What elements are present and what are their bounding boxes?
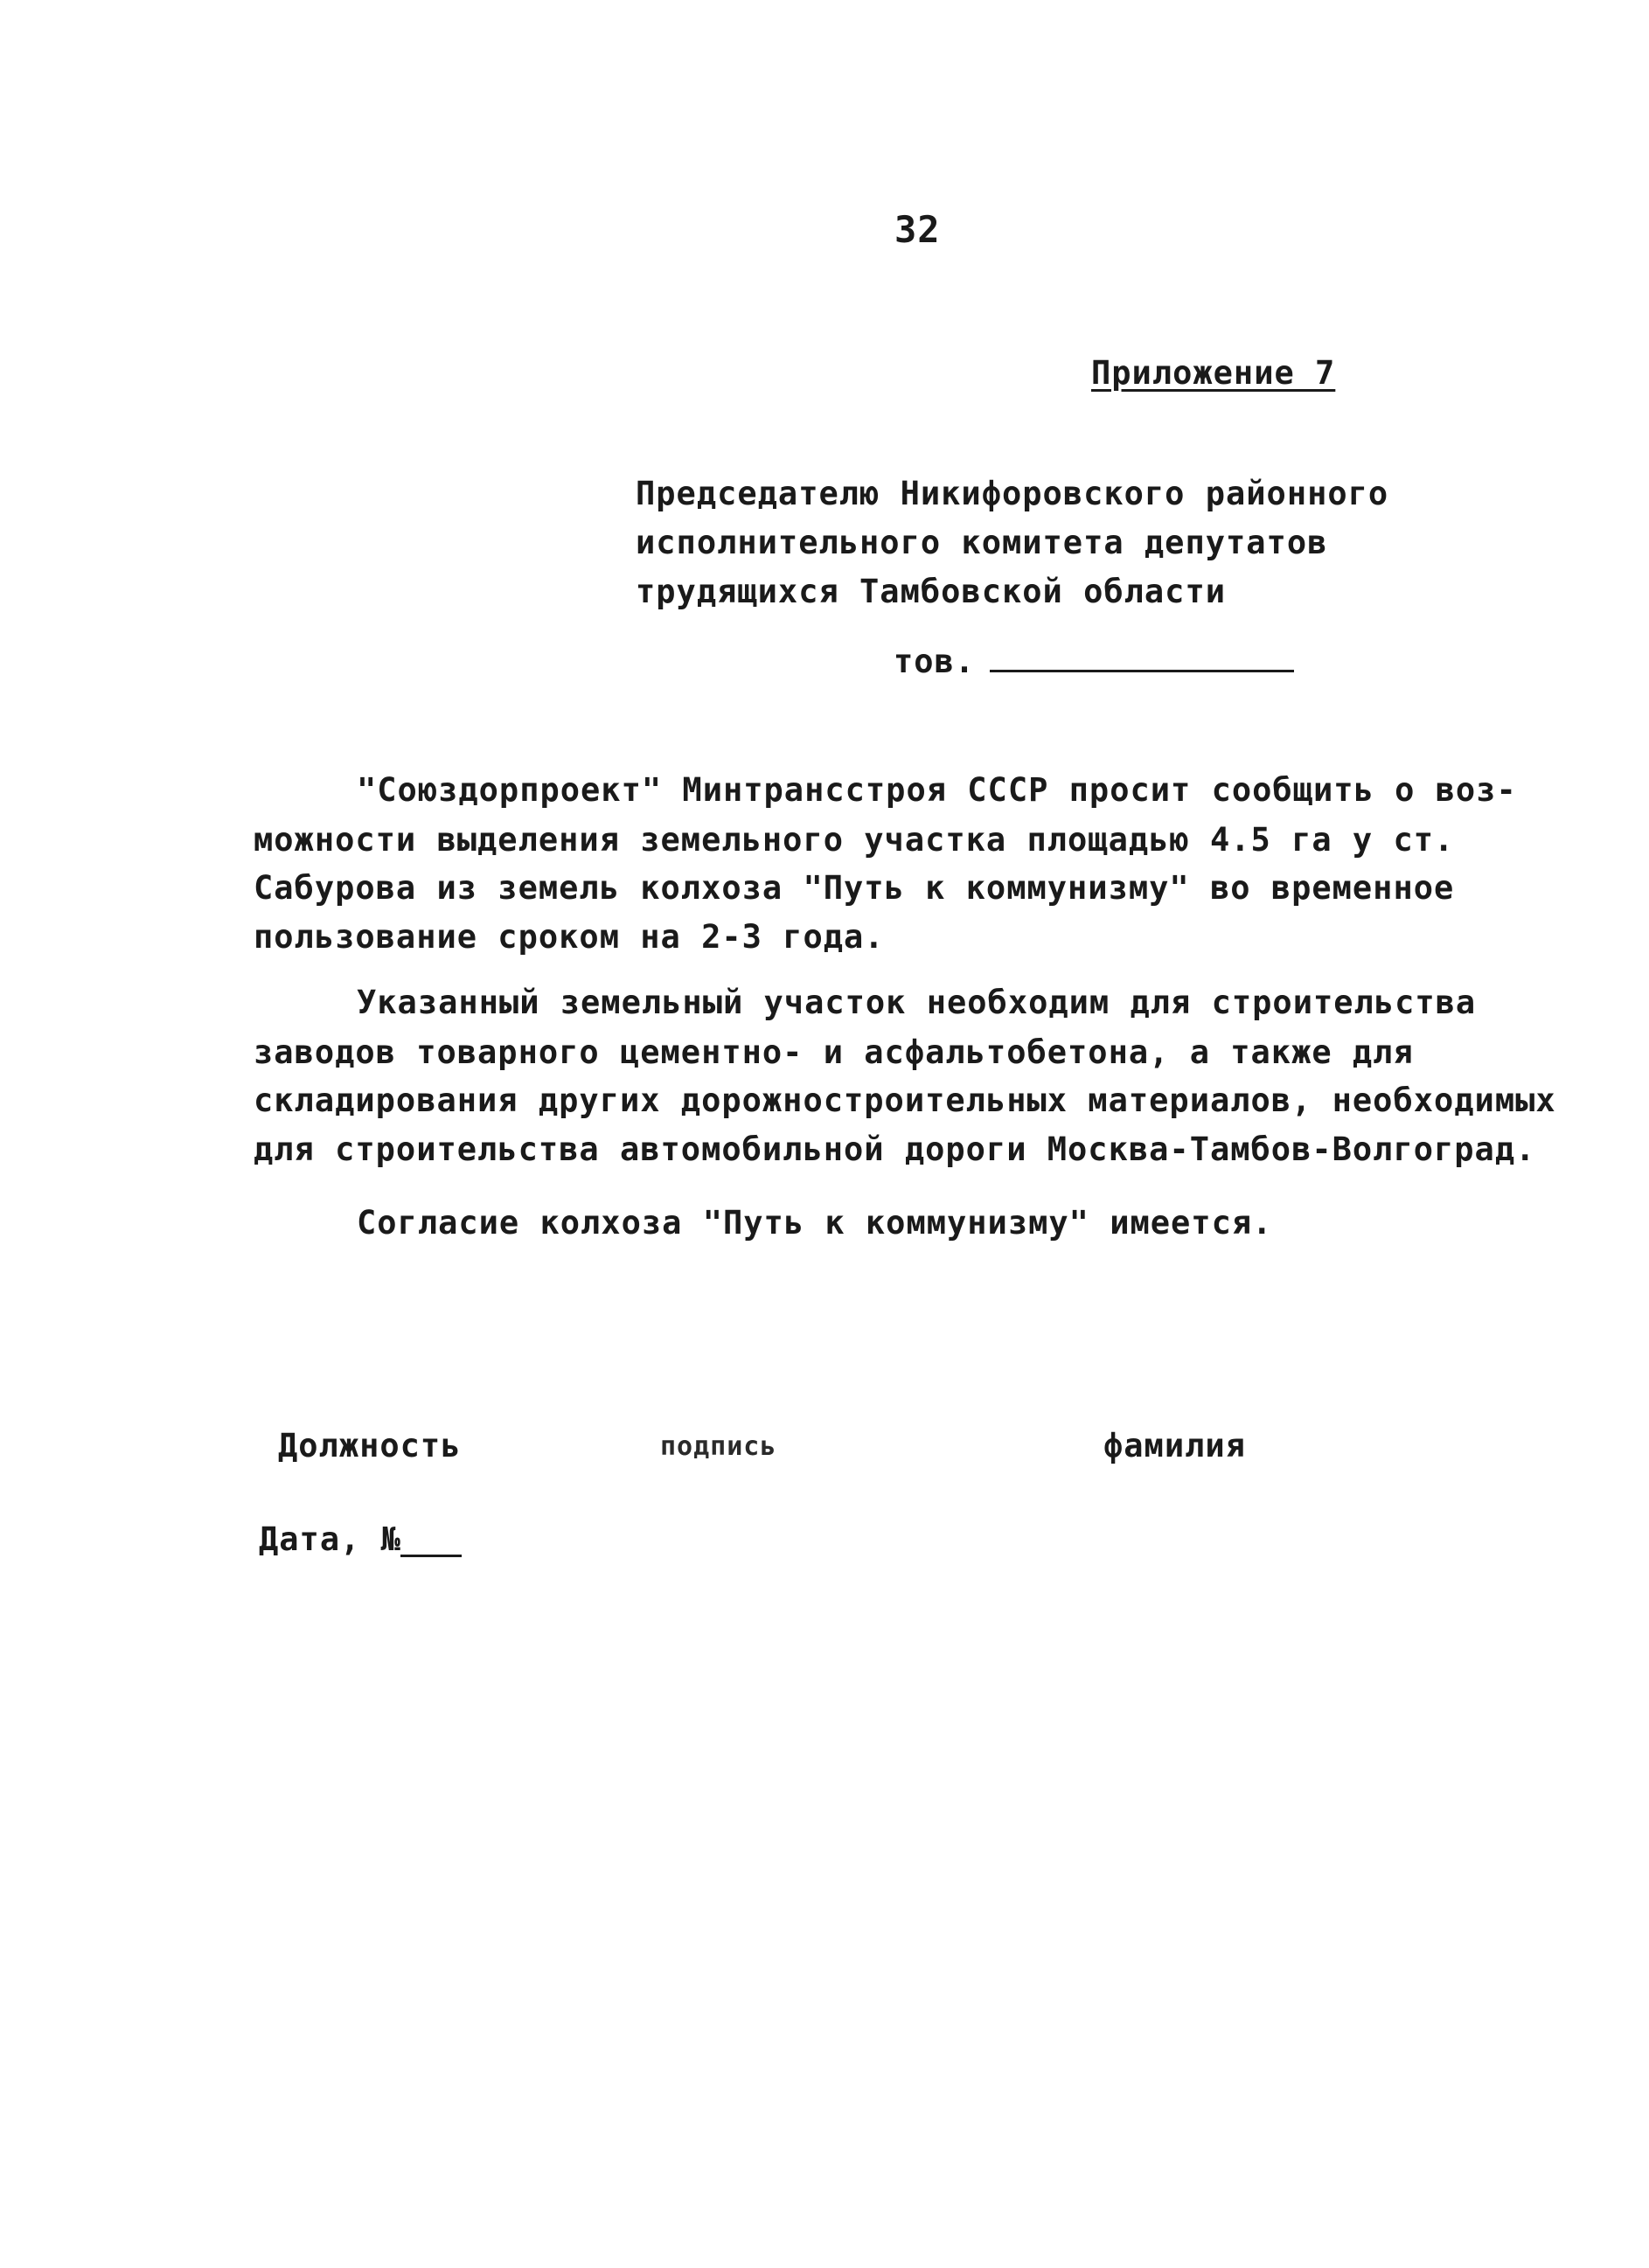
- paragraph-line: "Союздорпроект" Минтрансстроя СССР просит сообщить о воз-: [357, 771, 1517, 809]
- page-number: 32: [894, 208, 941, 251]
- comrade-name-blank: [990, 670, 1294, 672]
- paragraph-line: можности выделения земельного участка площадью 4.5 га у ст.: [254, 821, 1455, 859]
- paragraph-line: заводов товарного цементно- и асфальтобетона, а также для: [254, 1033, 1414, 1071]
- comrade-label: тов.: [894, 643, 976, 680]
- addressee-line: исполнительного комитета депутатов: [636, 524, 1328, 561]
- paragraph-line: для строительства автомобильной дороги Москва-Тамбов-Волгоград.: [254, 1131, 1536, 1168]
- paragraph-line: Согласие колхоза "Путь к коммунизму" имеется.: [357, 1204, 1273, 1242]
- paragraph-line: Указанный земельный участок необходим для строительства: [357, 984, 1477, 1021]
- date-number-blank: [400, 1555, 462, 1557]
- paragraph-line: Сабурова из земель колхоза "Путь к коммунизму" во временное: [254, 869, 1455, 907]
- signature-label: подпись: [660, 1431, 777, 1462]
- position-label: Должность: [278, 1427, 462, 1464]
- date-number-label: Дата, №: [259, 1520, 401, 1558]
- paragraph-line: складирования других дорожностроительных материалов, необходимых: [254, 1082, 1556, 1119]
- addressee-line: трудящихся Тамбовской области: [636, 573, 1227, 610]
- surname-label: фамилия: [1103, 1427, 1246, 1464]
- paragraph-line: пользование сроком на 2-3 года.: [254, 918, 885, 956]
- appendix-label: Приложение 7: [1091, 354, 1336, 392]
- addressee-line: Председателю Никифоровского районного: [636, 475, 1389, 512]
